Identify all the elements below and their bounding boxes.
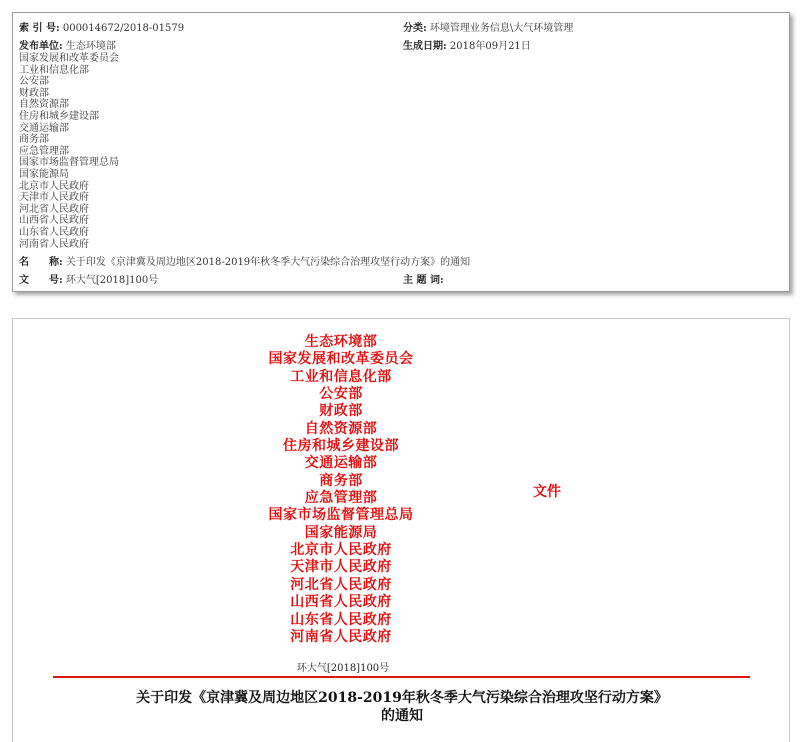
issuer-item: 公安部	[319, 386, 363, 403]
red-separator-line	[53, 676, 750, 678]
metadata-panel	[12, 12, 790, 292]
publisher-list	[19, 53, 119, 250]
document-body	[12, 318, 790, 742]
issuer-item: 生态环境部	[304, 334, 378, 350]
issuer-item: 住房和城乡建设部	[283, 438, 399, 455]
publisher-item: 国家能源局	[19, 168, 69, 180]
name-value: 关于印发《京津冀及周边地区2018-2019年秋冬季大气污染综合治理攻坚行动方案》的通知	[65, 257, 471, 268]
doc-number-label: 文 号:	[19, 275, 63, 286]
issuer-item: 河南省人民政府	[290, 628, 392, 645]
issuer-item: 北京市人民政府	[290, 542, 392, 559]
issuer-item: 自然资源部	[304, 420, 378, 437]
issuer-item: 天津市人民政府	[290, 559, 392, 576]
publisher-item: 商务部	[19, 134, 49, 146]
doc-number-value: 环大气[2018]100号	[65, 275, 159, 286]
publisher-item: 北京市人民政府	[19, 180, 89, 192]
publisher-item: 交通运输部	[19, 122, 69, 134]
publisher-item: 国家发展和改革委员会	[19, 53, 119, 64]
issuer-item: 工业和信息化部	[290, 368, 392, 385]
date-label: 生成日期:	[403, 41, 447, 52]
date-value: 2018年09月21日	[449, 41, 531, 52]
publisher-item: 天津市人民政府	[19, 192, 89, 204]
issuer-item: 国家发展和改革委员会	[268, 351, 414, 368]
issuer-item: 国家能源局	[304, 524, 378, 541]
publisher-item: 应急管理部	[19, 145, 69, 157]
publisher-label: 发布单位:	[19, 41, 63, 52]
keyword-row	[403, 275, 444, 287]
publisher-item: 国家市场监督管理总局	[19, 157, 119, 169]
publisher-item: 山西省人民政府	[19, 215, 89, 227]
issuer-item: 国家市场监督管理总局	[268, 507, 414, 524]
issuer-list	[253, 334, 429, 646]
publisher-item: 自然资源部	[19, 99, 69, 111]
issuer-item: 山西省人民政府	[290, 594, 392, 611]
publisher-item: 财政部	[19, 87, 49, 99]
index-number-label: 索 引 号:	[19, 23, 60, 34]
file-heading: 文件	[533, 484, 561, 500]
keyword-label: 主 题 词:	[403, 275, 444, 286]
document-number: 环大气[2018]100号	[296, 663, 390, 674]
publisher-row	[19, 41, 116, 53]
issuer-item: 财政部	[319, 403, 363, 420]
date-row	[403, 41, 531, 53]
issuer-item: 应急管理部	[304, 490, 378, 507]
category-value: 环境管理业务信息\大气环境管理	[429, 23, 574, 34]
document-title-line1: 关于印发《京津冀及周边地区2018-2019年秋冬季大气污染综合治理攻坚行动方案》	[136, 690, 668, 706]
category-row	[403, 23, 573, 35]
publisher-item: 河北省人民政府	[19, 203, 89, 215]
publisher-item: 山东省人民政府	[19, 226, 89, 238]
publisher-item: 河南省人民政府	[19, 238, 89, 250]
publisher-item: 工业和信息化部	[19, 64, 89, 76]
publisher-first: 生态环境部	[65, 41, 116, 52]
publisher-item: 住房和城乡建设部	[19, 110, 99, 122]
document-title-line2: 的通知	[381, 708, 423, 724]
index-number-value: 000014672/2018-01579	[62, 23, 185, 34]
index-number-row	[19, 23, 184, 35]
document-title	[13, 689, 791, 725]
category-label: 分类:	[403, 23, 427, 34]
doc-number-row	[19, 275, 158, 287]
publisher-item: 公安部	[19, 76, 49, 88]
name-label: 名 称:	[19, 257, 63, 268]
issuer-item: 商务部	[319, 472, 363, 489]
issuer-item: 交通运输部	[304, 455, 378, 472]
issuer-item: 河北省人民政府	[290, 576, 392, 593]
name-row	[19, 257, 470, 269]
issuer-item: 山东省人民政府	[290, 611, 392, 628]
